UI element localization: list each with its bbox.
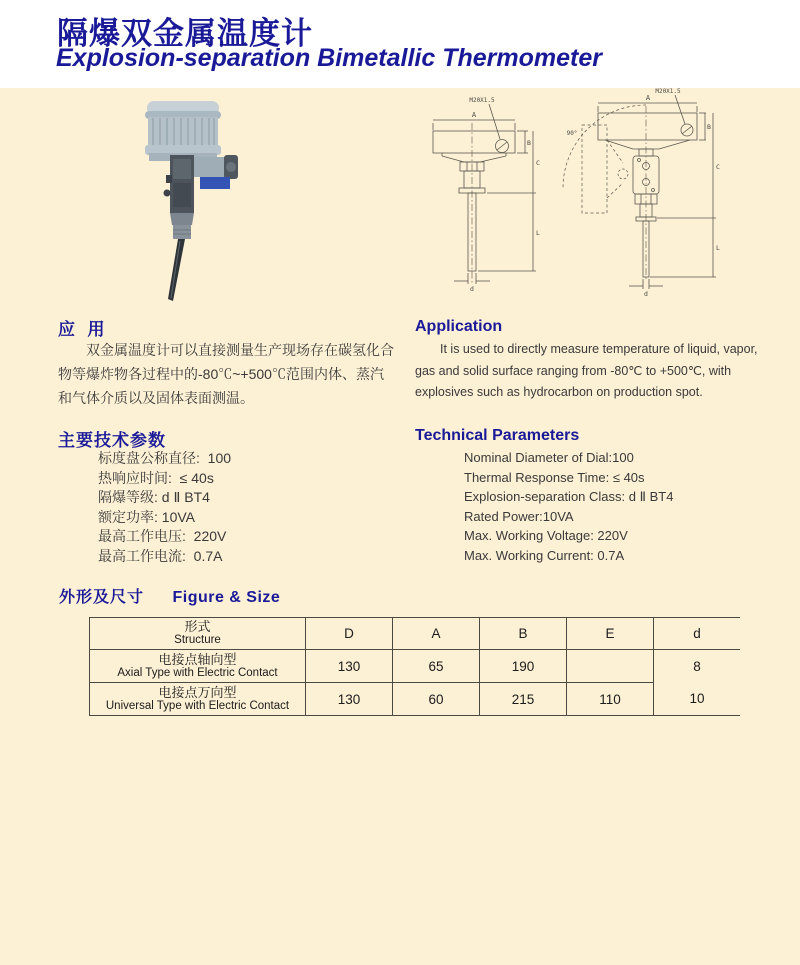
tech-params-heading-en: Technical Parameters bbox=[415, 427, 580, 444]
header-structure bbox=[90, 618, 306, 650]
tech-param-item: 最高工作电压: 220V bbox=[98, 528, 227, 545]
application-body-zh: 双金属温度计可以直接测量生产现场存在碳氢化合物等爆炸物各过程中的-80℃~+500℃范围内体、蒸汽和气体介质以及固体表面测温。 bbox=[58, 342, 394, 406]
row-structure-en: Axial Type with Electric Contact bbox=[117, 666, 278, 679]
tech-param-item: 标度盘公称直径: 100 bbox=[98, 450, 232, 466]
row-structure-zh: 电接点轴向型 bbox=[158, 651, 237, 667]
cell-D: 130 bbox=[306, 650, 393, 683]
header-col-E: E bbox=[567, 618, 654, 650]
dim-l-label: L bbox=[716, 244, 720, 252]
tech-param-item: Max. Working Current: 0.7A bbox=[464, 547, 625, 563]
application-body-en: It is used to directly measure temperature of liquid, vapor, gas and solid surface ranging from -80℃ to +500℃, with explosives such as hydrocarbon on production spot. bbox=[415, 342, 758, 399]
header-structure-en: Structure bbox=[174, 634, 221, 646]
dim-c-label: C bbox=[536, 159, 540, 167]
table-row-universal bbox=[90, 683, 741, 716]
table-row-axial bbox=[90, 650, 741, 683]
dim-a-label: A bbox=[471, 111, 477, 119]
universal-type-drawing bbox=[555, 85, 765, 303]
tech-param-item: Nominal Diameter of Dial:100 bbox=[464, 450, 634, 465]
row-structure bbox=[90, 683, 306, 716]
thread-label: M20X1.5 bbox=[655, 88, 681, 95]
tech-params-heading-zh: 主要技术参数 bbox=[58, 431, 166, 450]
figure-size-heading bbox=[59, 584, 280, 607]
angle-label: 90° bbox=[566, 130, 578, 137]
cell-d: 10 bbox=[654, 683, 741, 716]
page-title-zh: 隔爆双金属温度计 bbox=[57, 16, 313, 51]
page-title-en: Explosion-separation Bimetallic Thermometer bbox=[56, 44, 602, 72]
tech-param-item: Max. Working Voltage: 220V bbox=[464, 528, 628, 544]
cell-d: 8 bbox=[693, 658, 701, 674]
tech-params-list-en bbox=[464, 448, 673, 566]
figure-size-table bbox=[89, 617, 740, 716]
tech-param-item: 热响应时间: ≤ 40s bbox=[98, 469, 214, 486]
application-heading-zh: 应 用 bbox=[58, 320, 106, 339]
dim-b-label: B bbox=[707, 123, 711, 131]
masthead bbox=[0, 0, 800, 88]
dim-l-label: L bbox=[536, 229, 540, 237]
product-photo bbox=[100, 95, 320, 307]
dim-a-label: A bbox=[645, 94, 651, 102]
cell-E bbox=[567, 650, 654, 683]
header-col-d: d bbox=[654, 618, 741, 650]
dim-b-label: B bbox=[527, 139, 531, 147]
figure-size-heading-zh: 外形及尺寸 bbox=[59, 589, 145, 606]
cell-A: 65 bbox=[393, 650, 480, 683]
cell-B: 215 bbox=[480, 683, 567, 716]
axial-type-drawing bbox=[398, 90, 548, 295]
cell-E: 110 bbox=[567, 683, 654, 716]
content-panel bbox=[0, 88, 800, 965]
tech-param-item: 隔爆等级: d Ⅱ BT4 bbox=[98, 489, 210, 506]
dim-d-label: d bbox=[470, 285, 474, 293]
header-col-A: A bbox=[393, 618, 480, 650]
header-col-B: B bbox=[480, 618, 567, 650]
tech-param-item: Explosion-separation Class: d Ⅱ BT4 bbox=[464, 489, 674, 505]
tech-param-item: Rated Power:10VA bbox=[464, 508, 574, 524]
tech-param-item: 最高工作电流: 0.7A bbox=[98, 547, 223, 564]
tech-param-item: Thermal Response Time: ≤ 40s bbox=[464, 469, 645, 485]
thread-label: M20X1.5 bbox=[469, 97, 495, 104]
row-structure bbox=[90, 650, 306, 683]
cell-A: 60 bbox=[393, 683, 480, 716]
cell-B: 190 bbox=[480, 650, 567, 683]
dim-c-label: C bbox=[716, 163, 720, 171]
table-header-row bbox=[90, 618, 741, 650]
cell-D: 130 bbox=[306, 683, 393, 716]
row-structure-en: Universal Type with Electric Contact bbox=[105, 699, 290, 712]
tech-params-list-zh bbox=[98, 449, 231, 567]
tech-param-item: 额定功率: 10VA bbox=[98, 508, 195, 525]
row-structure-zh: 电接点万向型 bbox=[158, 684, 237, 700]
header-structure-zh: 形式 bbox=[184, 619, 211, 634]
figure-size-heading-en: Figure & Size bbox=[172, 589, 281, 606]
application-heading-en: Application bbox=[415, 318, 503, 335]
dim-d-label: d bbox=[644, 290, 648, 298]
header-col-D: D bbox=[306, 618, 393, 650]
